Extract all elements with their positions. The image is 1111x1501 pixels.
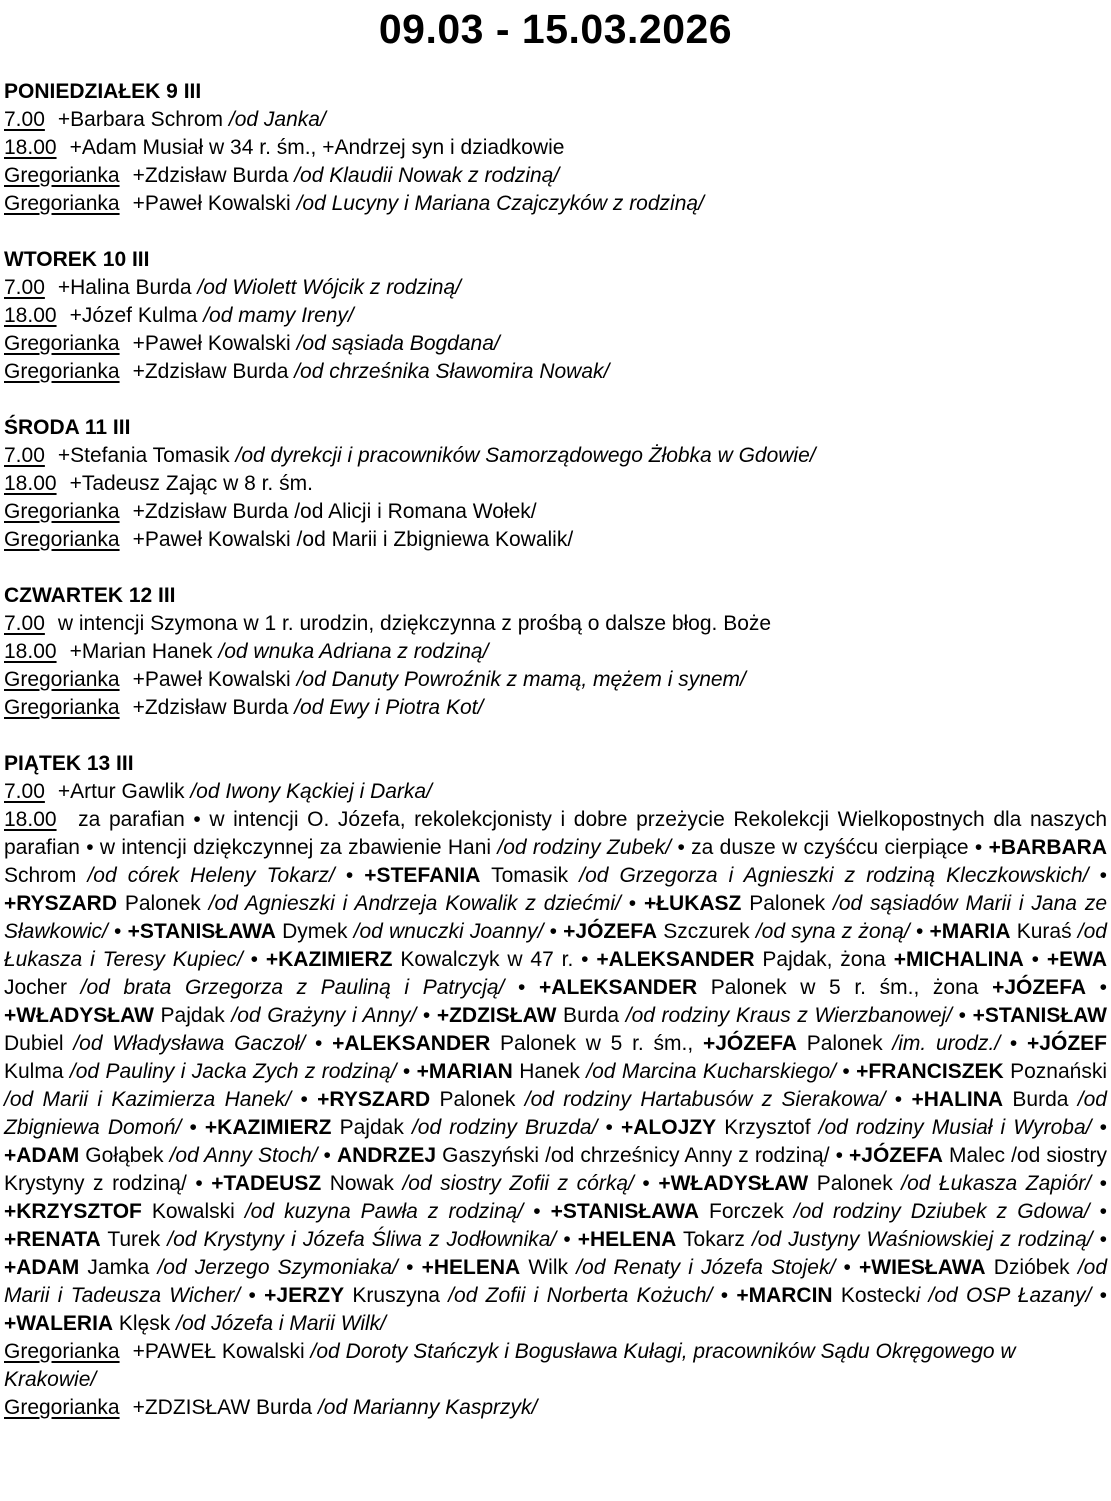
intention-text-segment: /od Marii i Kazimierza Hanek/: [4, 1088, 292, 1111]
intention-text-segment: •: [620, 892, 644, 915]
intention-text-segment: /od Justyny Waśniowskiej z rodziną/: [751, 1228, 1093, 1251]
intention-text-segment: +HALINA: [911, 1088, 1004, 1111]
intention-text-segment: /od Lucyny i Mariana Czajczyków z rodziną/: [296, 192, 704, 215]
intention-text-segment: +ZDZISŁAW: [436, 1004, 557, 1027]
mass-time-label: Gregorianka: [4, 192, 120, 215]
page-title: 09.03 - 15.03.2026: [378, 6, 733, 52]
intention-text-segment: •: [523, 1200, 551, 1223]
intention-text-segment: /od Krystyny i Józefa Śliwa z Jodłownika/: [167, 1228, 557, 1251]
intention-text-segment: Palonek w 5 r. śm.,: [490, 1032, 703, 1055]
intention-text-segment: +STANISŁAW: [972, 1004, 1107, 1027]
intention-text-segment: Jamka: [79, 1256, 158, 1279]
intention-text-segment: /od Marcina Kucharskiego/: [586, 1060, 837, 1083]
mass-time-label: Gregorianka: [4, 1340, 120, 1363]
mass-intention-row: [4, 498, 1107, 526]
intention-text-segment: Burda: [1003, 1088, 1078, 1111]
intention-text-segment: Jocher: [4, 976, 81, 999]
intention-text-segment: +ALEKSANDER: [332, 1032, 491, 1055]
intention-text-segment: +Zdzisław Burda: [132, 696, 295, 719]
intention-text-segment: i /od OSP Łazany/: [915, 1284, 1092, 1307]
intention-text-segment: •: [1023, 948, 1047, 971]
intention-text-segment: +JERZY: [264, 1284, 345, 1307]
intention-text-segment: +HELENA: [421, 1256, 521, 1279]
mass-intention-row: [4, 442, 1107, 470]
mass-intention-row: [4, 778, 1107, 806]
intention-text-segment: /od mamy Ireny/: [203, 304, 354, 327]
intention-text-segment: +KAZIMIERZ: [204, 1116, 332, 1139]
intention-text-segment: /od rodziny Kraus z Wierzbanowej/: [625, 1004, 953, 1027]
intention-text-segment: •: [305, 1032, 333, 1055]
intention-text-segment: Forczek: [699, 1200, 794, 1223]
intention-text-segment: • za dusze w czyśćcu cierpiące •: [671, 836, 989, 859]
intention-text-segment: +ADAM: [4, 1144, 80, 1167]
day-header: PIĄTEK 13 III: [4, 752, 134, 775]
intention-text-segment: •: [1091, 1116, 1107, 1139]
intention-text-segment: /od rodziny Dziubek z Gdowa/: [793, 1200, 1090, 1223]
intention-text-segment: Kowalczyk w 47 r. •: [392, 948, 597, 971]
intention-text-segment: /od sąsiada Bogdana/: [296, 332, 500, 355]
intention-text-segment: •: [1089, 1200, 1108, 1223]
intention-text-segment: +WŁADYSŁAW: [658, 1172, 809, 1195]
intention-text-segment: +STANISŁAWA: [550, 1200, 699, 1223]
intention-text-segment: +ALEKSANDER: [539, 976, 698, 999]
intention-text-segment: /od siostry Zofii z córką/: [402, 1172, 634, 1195]
intention-text-segment: +Tadeusz Zając w 8 r. śm.: [69, 472, 313, 495]
intention-text-segment: •: [240, 1284, 265, 1307]
intention-text-segment: /od Anny Stoch/: [169, 1144, 318, 1167]
intention-text-segment: •: [397, 1256, 422, 1279]
mass-time-label: Gregorianka: [4, 164, 120, 187]
day-section: [4, 414, 1107, 554]
intention-text-segment: /od Zofii i Norberta Kożuch/: [448, 1284, 713, 1307]
intention-text-segment: •: [712, 1284, 737, 1307]
intention-text-segment: /od córek Heleny Tokarz/: [87, 864, 335, 887]
intention-text-segment: Kuraś: [1010, 920, 1078, 943]
intention-text-segment: /od Ewy i Piotra Kot/: [294, 696, 484, 719]
intention-text-segment: Malec /od siostry Krystyny z rodziną/ •: [4, 1144, 1107, 1195]
intention-text-segment: •: [504, 976, 540, 999]
intention-text-segment: Palonek: [117, 892, 209, 915]
intention-text-segment: +Marian Hanek: [69, 640, 219, 663]
intention-text-segment: Schrom: [4, 864, 88, 887]
intention-text-segment: •: [396, 1060, 417, 1083]
intention-text-segment: +FRANCISZEK: [856, 1060, 1004, 1083]
intention-text-segment: /od Pauliny i Jacka Zych z rodziną/: [69, 1060, 397, 1083]
intention-text-segment: /od Marianny Kasprzyk/: [317, 1396, 538, 1419]
intention-text-segment: /od rodziny Musiał i Wyroba/: [818, 1116, 1092, 1139]
mass-time-label: 18.00: [4, 808, 57, 831]
mass-intention-row: [4, 134, 1107, 162]
intention-text-segment: /od Iwony Kąckiej i Darka/: [190, 780, 432, 803]
mass-time-label: Gregorianka: [4, 1396, 120, 1419]
intention-text-segment: /od Marii i Tadeusza Wicher/: [4, 1256, 1108, 1307]
intention-text-segment: Gaszyński /od chrześnicy Anny z rodziną/ •: [436, 1144, 850, 1167]
intention-text-segment: Gołąbek: [79, 1144, 170, 1167]
day-header: WTOREK 10 III: [4, 248, 150, 271]
day-header: CZWARTEK 12 III: [4, 584, 176, 607]
mass-time-label: 18.00: [4, 304, 57, 327]
intention-text-segment: /od brata Grzegorza z Pauliną i Patrycją/: [80, 976, 505, 999]
intention-text-segment: •: [1000, 1032, 1028, 1055]
intention-text-segment: Tomasik: [480, 864, 580, 887]
intention-text-segment: •: [416, 1004, 437, 1027]
intention-text-segment: +RENATA: [4, 1228, 101, 1251]
intention-text-segment: +WIESŁAWA: [859, 1256, 986, 1279]
mass-intention-row: [4, 190, 1107, 218]
intention-text-segment: /od rodziny Hartabusów z Sierakowa/: [524, 1088, 886, 1111]
mass-time-label: 7.00: [4, 444, 45, 467]
intention-text-segment: +Józef Kulma: [69, 304, 204, 327]
intention-text-segment: •: [1086, 976, 1108, 999]
intention-text-segment: Palonek: [430, 1088, 525, 1111]
intention-text-segment: za parafian • w intencji O. Józefa, rekolekcjonisty i dobre przeżycie Rekolekcji Wielkopostnych dla naszych parafian • w intencji dziękczynnej za zbawienie Hani: [4, 808, 1107, 859]
intention-text-segment: Pajdak: [153, 1004, 232, 1027]
intention-text-segment: +JÓZEFA: [849, 1144, 943, 1167]
intention-text-segment: +Zdzisław Burda: [132, 360, 295, 383]
intention-text-segment: +MICHALINA: [893, 948, 1024, 971]
intention-text-segment: Kosteck: [832, 1284, 916, 1307]
mass-time-label: Gregorianka: [4, 500, 120, 523]
day-section: [4, 246, 1107, 386]
intention-text-segment: /od Doroty Stańczyk i Bogusława Kułagi, pracowników Sądu Okręgowego w Krakowie/: [4, 1340, 1016, 1391]
intention-text-segment: Krzysztof: [716, 1116, 819, 1139]
intention-text-segment: /od Renaty i Józefa Stojek/: [576, 1256, 836, 1279]
intention-text-segment: +KRZYSZTOF: [4, 1200, 142, 1223]
mass-intention-row: [4, 806, 1107, 1338]
mass-time-label: 18.00: [4, 640, 57, 663]
mass-intention-row: [4, 302, 1107, 330]
intention-text-segment: Dymek: [275, 920, 354, 943]
mass-intention-row: [4, 1394, 1107, 1422]
intention-text-segment: +KAZIMIERZ: [265, 948, 393, 971]
mass-time-label: Gregorianka: [4, 668, 120, 691]
intention-text-segment: Palonek: [741, 892, 834, 915]
intention-text-segment: /od dyrekcji i pracowników Samorządowego Żłobka w Gdowie/: [235, 444, 816, 467]
intention-text-segment: +TADEUSZ: [211, 1172, 322, 1195]
mass-intention-row: [4, 274, 1107, 302]
intention-text-segment: +ADAM: [4, 1256, 80, 1279]
intention-text-segment: /od rodziny Zubek/: [497, 836, 672, 859]
intention-text-segment: +Adam Musiał w 34 r. śm., +Andrzej syn i dziadkowie: [69, 136, 565, 159]
intention-text-segment: +JÓZEFA: [563, 920, 658, 943]
intention-text-segment: /od Zbigniewa Domoń/: [4, 1088, 1107, 1139]
day-section: [4, 78, 1107, 218]
intention-text-segment: /od rodziny Bruzda/: [411, 1116, 598, 1139]
intention-text-segment: Klęsk: [113, 1312, 177, 1335]
intention-text-segment: •: [334, 864, 365, 887]
intention-text-segment: +JÓZEF: [1027, 1032, 1107, 1055]
intention-text-segment: Turek: [100, 1228, 168, 1251]
intention-text-segment: Szczurek: [657, 920, 756, 943]
intention-text-segment: +Paweł Kowalski /od Marii i Zbigniewa Kowalik/: [132, 528, 574, 551]
intention-text-segment: +HELENA: [577, 1228, 677, 1251]
intention-text-segment: Tokarz: [676, 1228, 752, 1251]
intention-text-segment: +STANISŁAWA: [127, 920, 276, 943]
intention-text-segment: •: [543, 920, 564, 943]
mass-time-label: Gregorianka: [4, 528, 120, 551]
intention-text-segment: Kowalski: [141, 1200, 245, 1223]
intention-text-segment: /od sąsiadów Marii i Jana ze Sławkowic/: [4, 892, 1108, 943]
intention-text-segment: +Paweł Kowalski: [132, 192, 297, 215]
intention-text-segment: +Zdzisław Burda /od Alicji i Romana Wołek/: [132, 500, 537, 523]
mass-intention-row: [4, 162, 1107, 190]
intention-text-segment: +ALOJZY: [620, 1116, 717, 1139]
mass-time-label: 7.00: [4, 780, 45, 803]
day-section: [4, 750, 1107, 1422]
intention-text-segment: /od Grzegorza i Agnieszki z rodziną Kleczkowskich/: [579, 864, 1089, 887]
intention-text-segment: +JÓZEFA: [992, 976, 1087, 999]
intention-text-segment: +WALERIA: [4, 1312, 114, 1335]
intention-text-segment: /od chrześnika Sławomira Nowak/: [294, 360, 610, 383]
intention-text-segment: /od wnuczki Joanny/: [353, 920, 544, 943]
day-header: PONIEDZIAŁEK 9 III: [4, 80, 202, 103]
intention-text-segment: •: [317, 1144, 337, 1167]
intention-text-segment: +BARBARA: [988, 836, 1107, 859]
intention-text-segment: •: [835, 1256, 859, 1279]
intention-text-segment: +MARCIN: [736, 1284, 833, 1307]
intention-text-segment: /od syna z żoną/: [755, 920, 910, 943]
day-header: ŚRODA 11 III: [4, 416, 131, 439]
intention-text-segment: /od Łukasza Zapiór/: [901, 1172, 1092, 1195]
mass-intention-row: [4, 694, 1107, 722]
mass-intention-row: [4, 526, 1107, 554]
intention-text-segment: Hanek: [512, 1060, 587, 1083]
intention-text-segment: +Halina Burda: [57, 276, 198, 299]
intention-text-segment: •: [952, 1004, 973, 1027]
intention-text-segment: ANDRZEJ: [336, 1144, 437, 1167]
intention-text-segment: /od Klaudii Nowak z rodziną/: [294, 164, 560, 187]
mass-intention-row: [4, 666, 1107, 694]
intention-text-segment: •: [1088, 864, 1107, 887]
mass-time-label: 7.00: [4, 612, 45, 635]
mass-intention-row: [4, 610, 1107, 638]
intention-text-segment: +Paweł Kowalski: [132, 668, 297, 691]
intention-text-segment: +PAWEŁ Kowalski: [132, 1340, 311, 1363]
intention-text-segment: +STEFANIA: [364, 864, 481, 887]
intention-text-segment: +Artur Gawlik: [57, 780, 191, 803]
intention-text-segment: Burda: [556, 1004, 626, 1027]
intention-text-segment: Palonek: [808, 1172, 902, 1195]
intention-text-segment: Dzióbek: [985, 1256, 1078, 1279]
mass-time-label: Gregorianka: [4, 360, 120, 383]
intention-text-segment: •: [909, 920, 930, 943]
intention-text-segment: +MARIAN: [416, 1060, 513, 1083]
intention-text-segment: +MARIA: [929, 920, 1011, 943]
days-container: [4, 78, 1107, 1422]
intention-text-segment: Palonek w 5 r. śm., żona: [697, 976, 993, 999]
intention-text-segment: •: [885, 1088, 912, 1111]
intention-text-segment: •: [1091, 1172, 1108, 1195]
intention-text-segment: •: [1091, 1284, 1107, 1307]
intention-text-segment: +Barbara Schrom: [57, 108, 229, 131]
intention-text-segment: /im. urodz./: [892, 1032, 1001, 1055]
intention-text-segment: /od Wiolett Wójcik z rodziną/: [197, 276, 461, 299]
intention-text-segment: /od Józefa i Marii Wilk/: [176, 1312, 386, 1335]
intention-text-segment: Kruszyna: [344, 1284, 449, 1307]
intention-text-segment: •: [633, 1172, 659, 1195]
mass-time-label: 18.00: [4, 136, 57, 159]
mass-intention-row: [4, 1338, 1107, 1394]
intention-text-segment: Poznański: [1003, 1060, 1107, 1083]
intention-text-segment: +RYSZARD: [317, 1088, 431, 1111]
intention-text-segment: •: [1092, 1228, 1107, 1251]
intention-text-segment: /od Jerzego Szymoniaka/: [157, 1256, 398, 1279]
intention-text-segment: +Zdzisław Burda: [132, 164, 295, 187]
intention-text-segment: •: [836, 1060, 857, 1083]
intention-text-segment: /od Danuty Powroźnik z mamą, mężem i synem/: [296, 668, 746, 691]
intention-text-segment: •: [181, 1116, 205, 1139]
mass-time-label: Gregorianka: [4, 332, 120, 355]
intention-text-segment: +ŁUKASZ: [643, 892, 742, 915]
intention-text-segment: +Paweł Kowalski: [132, 332, 297, 355]
intention-text-segment: +WŁADYSŁAW: [4, 1004, 154, 1027]
mass-intention-row: [4, 106, 1107, 134]
intention-text-segment: Nowak: [321, 1172, 403, 1195]
mass-time-label: 7.00: [4, 108, 45, 131]
intention-text-segment: Dubiel: [4, 1032, 74, 1055]
mass-intention-row: [4, 330, 1107, 358]
intention-text-segment: /od Janka/: [228, 108, 326, 131]
intention-text-segment: Palonek: [796, 1032, 893, 1055]
day-section: [4, 582, 1107, 722]
intention-text-segment: +JÓZEFA: [702, 1032, 797, 1055]
mass-intention-row: [4, 358, 1107, 386]
mass-intention-row: [4, 470, 1107, 498]
mass-time-label: Gregorianka: [4, 696, 120, 719]
intention-text-segment: •: [556, 1228, 578, 1251]
intention-text-segment: •: [597, 1116, 621, 1139]
intention-text-segment: /od kuzyna Pawła z rodziną/: [244, 1200, 524, 1223]
intention-text-segment: +EWA: [1046, 948, 1107, 971]
intention-text-segment: /od Grażyny i Anny/: [231, 1004, 417, 1027]
intention-text-segment: /od Łukasza i Teresy Kupiec/: [4, 920, 1107, 971]
intention-text-segment: +Stefania Tomasik: [57, 444, 236, 467]
intention-text-segment: Wilk: [520, 1256, 577, 1279]
mass-time-label: 18.00: [4, 472, 57, 495]
intention-text-segment: +ZDZISŁAW Burda: [132, 1396, 318, 1419]
intention-text-segment: •: [291, 1088, 318, 1111]
intention-text-segment: /od wnuka Adriana z rodziną/: [218, 640, 489, 663]
intention-text-segment: •: [107, 920, 128, 943]
intention-text-segment: /od Władysława Gaczoł/: [73, 1032, 306, 1055]
intention-text-segment: /od Agnieszki i Andrzeja Kowalik z dziećmi/: [208, 892, 621, 915]
mass-intention-row: [4, 638, 1107, 666]
intention-text-segment: Pajdak: [331, 1116, 412, 1139]
intention-text-segment: +RYSZARD: [4, 892, 117, 915]
mass-time-label: 7.00: [4, 276, 45, 299]
intention-text-segment: +ALEKSANDER: [596, 948, 755, 971]
intention-text-segment: Kulma: [4, 1060, 70, 1083]
intention-text-segment: •: [242, 948, 266, 971]
intention-text-segment: Pajdak, żona: [754, 948, 894, 971]
intention-text-segment: w intencji Szymona w 1 r. urodzin, dziękczynna z prośbą o dalsze błog. Boże: [57, 612, 772, 635]
